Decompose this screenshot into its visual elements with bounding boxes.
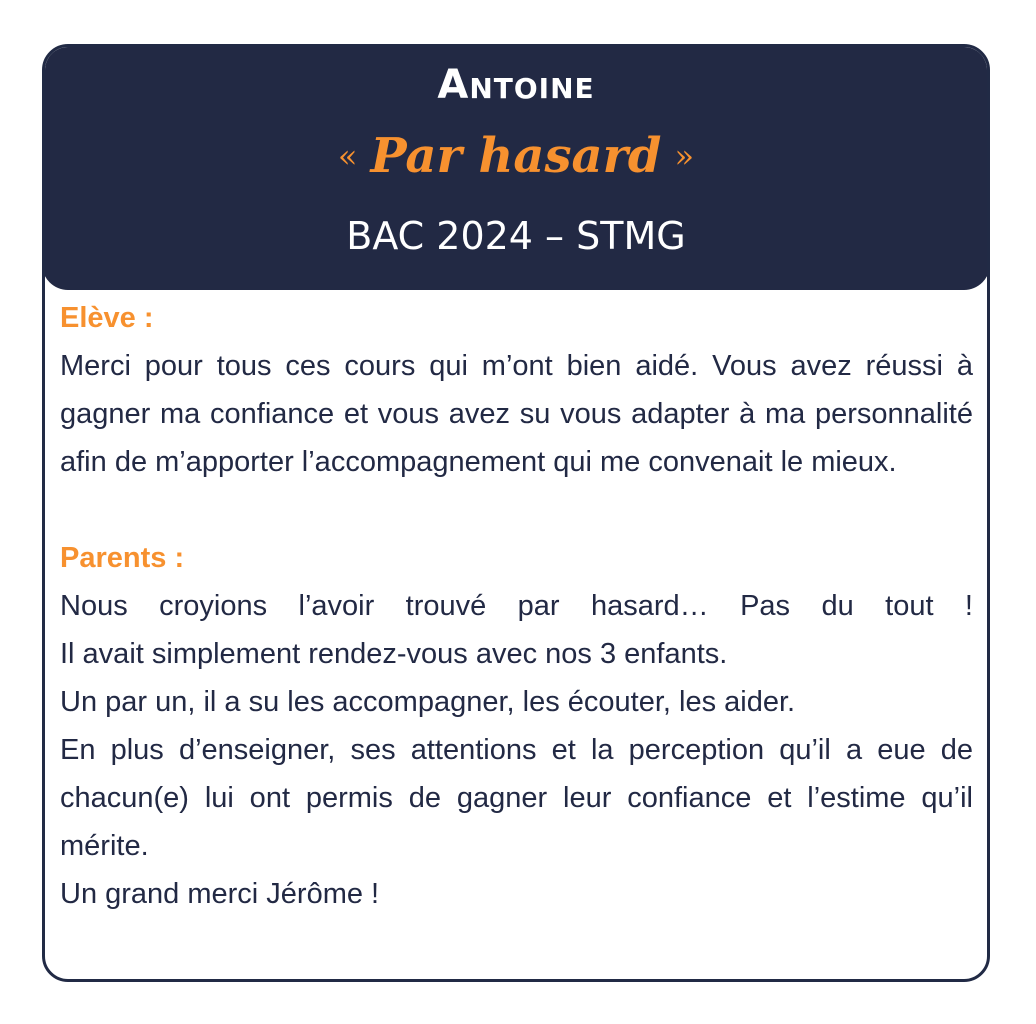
title-text: Par hasard [370,128,662,184]
parents-line-3: Un par un, il a su les accompagner, les écouter, les aider. [60,686,796,718]
student-label: Elève : [60,302,154,334]
parents-label: Parents : [60,542,185,574]
quote-open: « [337,137,358,175]
parents-line-1: Nous croyions l’avoir trouvé par hasard… Pas du tout ! [60,590,973,622]
testimonial-card [42,44,990,982]
student-name: Antoine [437,62,595,108]
section-gap [60,486,973,534]
parents-line-2: Il avait simplement rendez-vous avec nos 3 enfants. [60,638,728,670]
testimonial-title [42,128,990,184]
parents-paragraph: En plus d’enseigner, ses attentions et la perception qu’il a eue de chacun(e) lui ont permis de gagner leur confiance et l’estime qu’il mérite. [60,734,973,862]
exam-subtitle: BAC 2024 – STMG [346,214,686,258]
student-text: Merci pour tous ces cours qui m’ont bien aidé. Vous avez réussi à gagner ma confiance et vous avez su vous adapter à ma personnalité afin de m’apporter l’accompagnement qui me convenait le mieux. [60,350,973,478]
card-body [60,294,973,918]
quote-close: » [674,137,695,175]
parents-closing: Un grand merci Jérôme ! [60,878,380,910]
card-header [42,44,990,290]
